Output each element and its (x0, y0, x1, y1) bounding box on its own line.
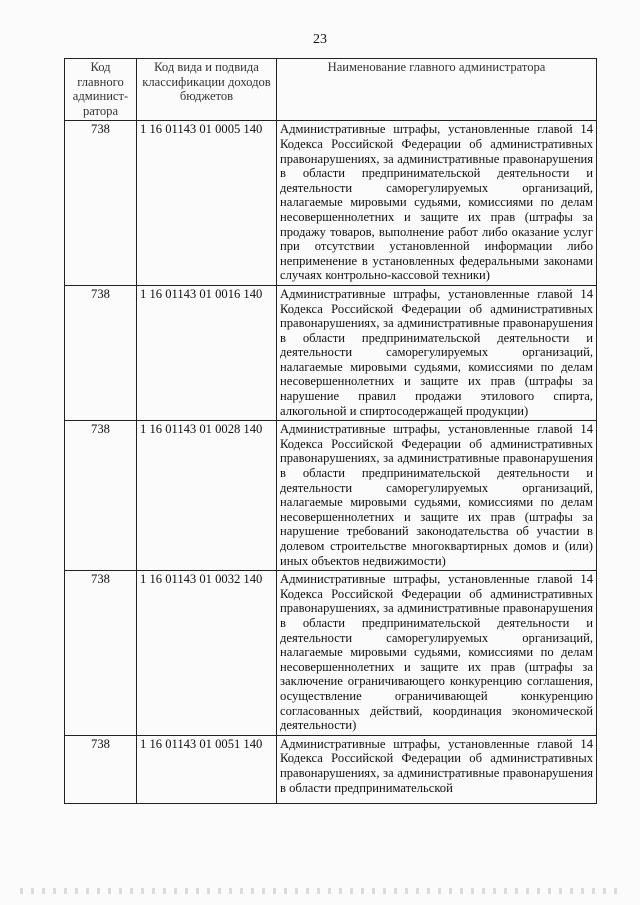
scan-artifact (20, 888, 620, 894)
table-row (65, 421, 597, 571)
admin-name-cell: Административные штрафы, установленные главой 14 Кодекса Российской Федерации об административных правонарушениях, за административные правонарушения в области предпринимательской деятельности и деятельности саморегулируемых организаций, налагаемые мировыми судьями, комиссиями по делам несовершеннолетних и защите их прав (штрафы за продажу товаров, выполнение работ либо оказание услуг при отсутствии установленной информации либо неприменение в установленных федеральными законами случаях контрольно-кассовой техники) (277, 121, 597, 286)
admin-code-cell: 738 (65, 571, 137, 736)
table-header-row (65, 59, 597, 121)
page-number: 23 (313, 32, 327, 47)
table-row (65, 735, 597, 803)
header-admin-name: Наименование главного администратора (277, 59, 597, 121)
admin-name-cell: Административные штрафы, установленные главой 14 Кодекса Российской Федерации об административных правонарушениях, за административные правонарушения в области предпринимательской деятельности и деятельности саморегулируемых организаций, налагаемые мировыми судьями, комиссиями по делам несовершеннолетних и защите их прав (штрафы за нарушение требований законодательства об участии в долевом строительстве многоквартирных домов и (или) иных объектов недвижимости) (277, 421, 597, 571)
header-revenue-code: Код вида и подвида классификации доходов бюджетов (137, 59, 277, 121)
admin-code-cell: 738 (65, 735, 137, 803)
revenue-code-cell: 1 16 01143 01 0016 140 (137, 285, 277, 420)
table-row (65, 285, 597, 420)
revenue-codes-table (64, 58, 597, 804)
revenue-code-cell: 1 16 01143 01 0028 140 (137, 421, 277, 571)
revenue-code-cell: 1 16 01143 01 0051 140 (137, 735, 277, 803)
admin-name-cell: Административные штрафы, установленные главой 14 Кодекса Российской Федерации об административных правонарушениях, за административные правонарушения в области предпринимательской деятельности и деятельности саморегулируемых организаций, налагаемые мировыми судьями, комиссиями по делам несовершеннолетних и защите их прав (штрафы за нарушение правил продажи этилового спирта, алкогольной и спиртосодержащей продукции) (277, 285, 597, 420)
table-row (65, 571, 597, 736)
admin-code-cell: 738 (65, 121, 137, 286)
admin-name-cell: Административные штрафы, установленные главой 14 Кодекса Российской Федерации об административных правонарушениях, за административные правонарушения в области предпринимательской деятельности и деятельности саморегулируемых организаций, налагаемые мировыми судьями, комиссиями по делам несовершеннолетних и защите их прав (штрафы за заключение ограничивающего конкуренцию соглашения, осуществление ограничивающей конкуренцию согласованных действий, координация экономической деятельности) (277, 571, 597, 736)
table-row (65, 121, 597, 286)
admin-code-cell: 738 (65, 285, 137, 420)
revenue-code-cell: 1 16 01143 01 0005 140 (137, 121, 277, 286)
revenue-code-cell: 1 16 01143 01 0032 140 (137, 571, 277, 736)
admin-name-text: Административные штрафы, установленные главой 14 Кодекса Российской Федерации об административных правонарушениях, за административные правонарушения в области предпринимательской (280, 736, 593, 795)
admin-name-cell (277, 735, 597, 803)
admin-code-cell: 738 (65, 421, 137, 571)
header-admin-code: Код главного админист-ратора (65, 59, 137, 121)
